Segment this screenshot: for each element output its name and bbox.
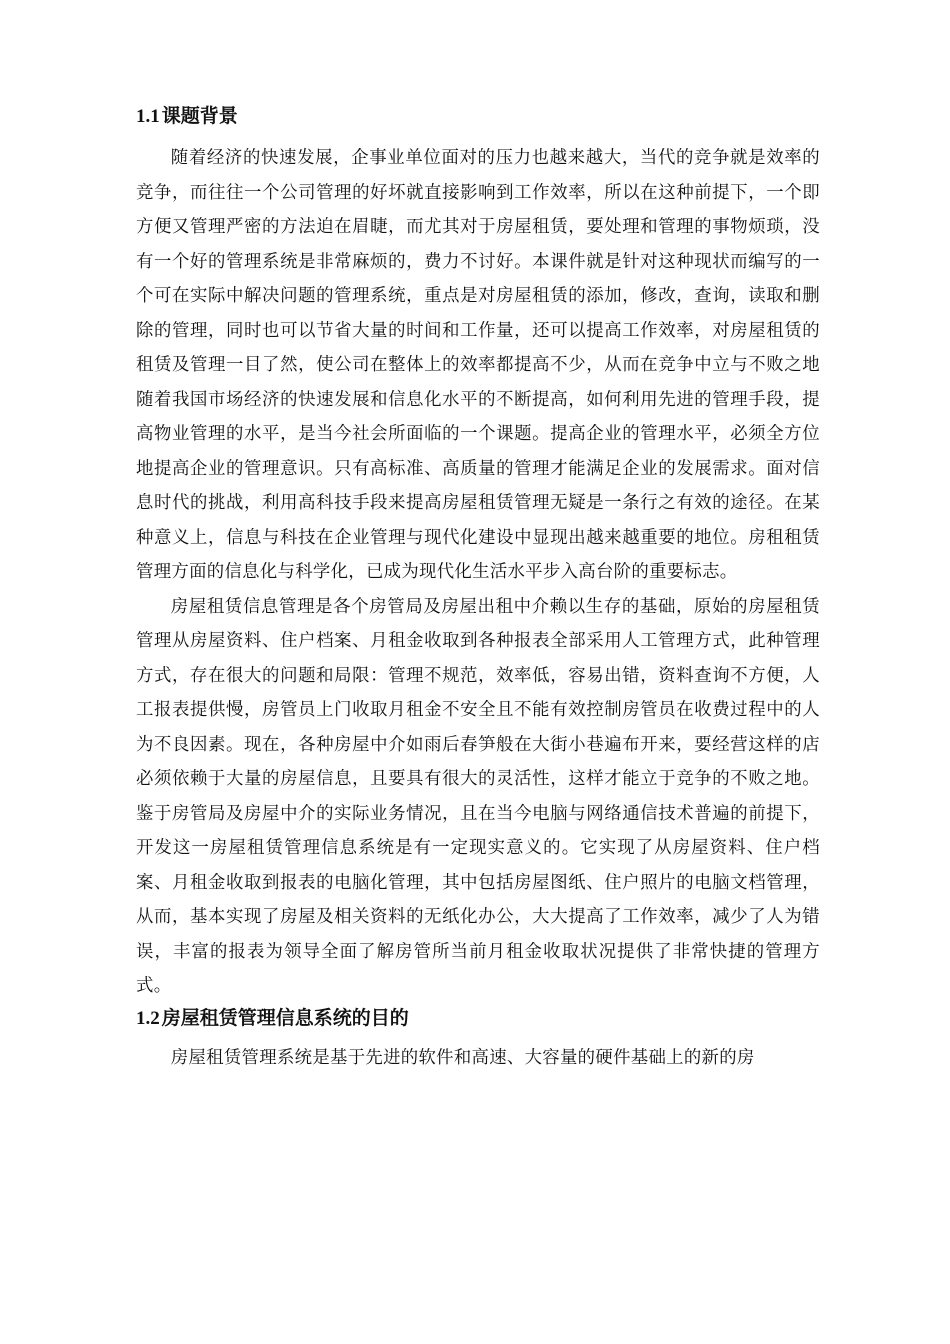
section-number: 1.1 — [136, 106, 160, 127]
paragraph-background-2: 房屋租赁信息管理是各个房管局及房屋出租中介赖以生存的基础，原始的房屋租赁管理从房屋资料、住户档案、月租金收取到各种报表全部采用人工管理方式，此种管理方式，存在很大的问题和局限：管理不规范，效率低，容易出错，资料查询不方便，人工报表提供慢，房管员上门收取月租金不安全且不能有效控制房管员在收费过程中的人为不良因素。现在，各种房屋中介如雨后春笋般在大街小巷遍布开来，要经营这样的店必须依赖于大量的房屋信息，且要具有很大的灵活性，这样才能立于竞争的不败之地。鉴于房管局及房屋中介的实际业务情况，且在当今电脑与网络通信技术普遍的前提下，开发这一房屋租赁管理信息系统是有一定现实意义的。它实现了从房屋资料、住户档案、月租金收取到报表的电脑化管理，其中包括房屋图纸、住户照片的电脑文档管理，从而，基本实现了房屋及相关资料的无纸化办公，大大提高了工作效率，减少了人为错误，丰富的报表为领导全面了解房管所当前月租金收取状况提供了非常快捷的管理方式。 — [136, 596, 820, 996]
section-number: 1.2 — [136, 1007, 160, 1029]
section-heading-1-2 — [136, 1000, 820, 1037]
paragraph-background-1: 随着经济的快速发展，企事业单位面对的压力也越来越大，当代的竞争就是效率的竞争，而往往一个公司管理的好坏就直接影响到工作效率，所以在这种前提下，一个即方便又管理严密的方法迫在眉睫，而尤其对于房屋租赁，要处理和管理的事物烦琐，没有一个好的管理系统是非常麻烦的，费力不讨好。本课件就是针对这种现状而编写的一个可在实际中解决问题的管理系统，重点是对房屋租赁的添加，修改，查询，读取和删除的管理，同时也可以节省大量的时间和工作量，还可以提高工作效率，对房屋租赁的租赁及管理一目了然，使公司在整体上的效率都提高不少，从而在竞争中立与不败之地随着我国市场经济的快速发展和信息化水平的不断提高，如何利用先进的管理手段，提高物业管理的水平，是当今社会所面临的一个课题。提高企业的管理水平，必须全方位地提高企业的管理意识。只有高标准、高质量的管理才能满足企业的发展需求。面对信息时代的挑战，利用高科技手段来提高房屋租赁管理无疑是一条行之有效的途径。在某种意义上，信息与科技在企业管理与现代化建设中显现出越来越重要的地位。房租租赁管理方面的信息化与科学化，已成为现代化生活水平步入高台阶的重要标志。 — [136, 148, 820, 582]
section-heading-1-1 — [136, 98, 820, 135]
section-title: 房屋租赁管理信息系统的目的 — [161, 1006, 409, 1029]
document-body — [136, 98, 820, 1075]
section-title: 课题背景 — [161, 105, 238, 127]
paragraph-purpose-1: 房屋租赁管理系统是基于先进的软件和高速、大容量的硬件基础上的新的房 — [170, 1047, 755, 1068]
